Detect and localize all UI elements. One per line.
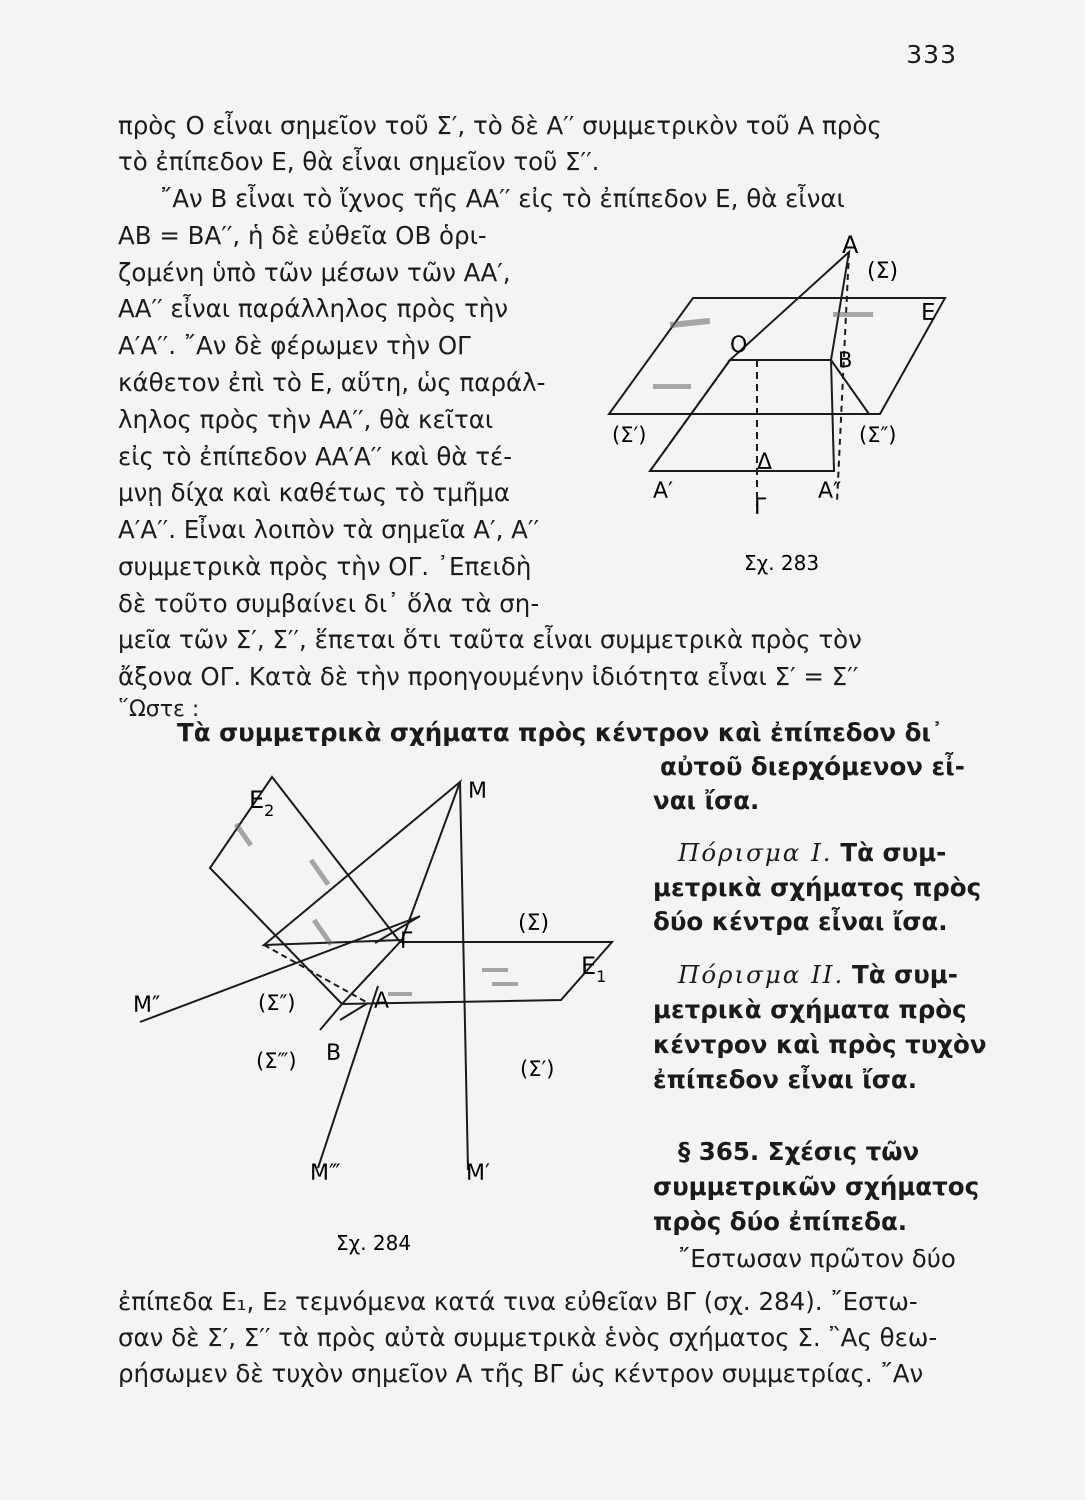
porisma2-line: μετρικὰ σχήματα πρὸς bbox=[653, 995, 967, 1024]
porisma2-line bbox=[678, 960, 958, 990]
text-line: τὸ ἐπίπεδον Ε, θὰ εἶναι σημεῖον τοῦ Σ′′. bbox=[118, 147, 600, 176]
text-line: ῞Ωστε : bbox=[118, 697, 200, 722]
fig283-label-delta: Δ bbox=[757, 450, 773, 475]
fig283-label-a-double-prime: Α″ bbox=[818, 479, 842, 504]
fig283-label-sigma: (Σ) bbox=[867, 259, 899, 284]
fig284-label-a: Α bbox=[374, 989, 390, 1014]
porisma2-label: Πόρισμα ΙΙ. bbox=[678, 960, 845, 989]
page-number: 333 bbox=[906, 40, 957, 69]
fig284-caption: Σχ. 284 bbox=[336, 1231, 412, 1255]
text-line: ΑΒ = ΒΑ′′, ἡ δὲ εὐθεῖα ΟΒ ὁρι- bbox=[118, 221, 487, 250]
fig283-caption: Σχ. 283 bbox=[744, 551, 820, 575]
figure-283 bbox=[575, 220, 995, 580]
triangle-sigma-double-prime bbox=[765, 360, 834, 471]
fig283-label-a-prime: Α′ bbox=[653, 479, 674, 504]
text-line: ἐπίπεδα Ε₁, Ε₂ τεμνόμενα κατά τινα εὐθεῖαν ΒΓ (σχ. 284). ῎Εστω- bbox=[118, 1287, 918, 1316]
theorem-line: Τὰ συμμετρικὰ σχήματα πρὸς κέντρον καὶ ἐπίπεδον δι᾿ bbox=[177, 718, 944, 747]
fig284-label-sigma-prime: (Σ′) bbox=[520, 1057, 555, 1081]
fig284-label-m: Μ bbox=[468, 779, 487, 804]
fig283-label-b: Β bbox=[838, 348, 853, 372]
text-line: σαν δὲ Σ′, Σ′′ τὰ πρὸς αὐτὰ συμμετρικὰ ἑνὸς σχήματος Σ. ῍Ας θεω- bbox=[118, 1323, 938, 1352]
fig283-label-o: Ο bbox=[730, 333, 748, 358]
fig284-label-sigma-double-prime: (Σ″) bbox=[258, 991, 296, 1015]
fig283-label-sigma-double-prime: (Σ″) bbox=[859, 423, 897, 447]
fig284-label-b: Β bbox=[326, 1041, 342, 1066]
text-line: ῎Αν Β εἶναι τὸ ἴχνος τῆς ΑΑ′′ εἰς τὸ ἐπίπεδον Ε, θὰ εἶναι bbox=[160, 184, 845, 213]
text-line: Α′Α′′. Εἶναι λοιπὸν τὰ σημεῖα Α′, Α′′ bbox=[118, 515, 540, 544]
theorem-line: ναι ἴσα. bbox=[653, 786, 760, 815]
triangle-sigma bbox=[264, 782, 460, 945]
text-line: μνῃ δίχα καὶ καθέτως τὸ τμῆμα bbox=[118, 478, 511, 507]
fig284-label-e1-letter: Ε bbox=[581, 952, 597, 980]
section-heading: συμμετρικῶν σχήματος bbox=[653, 1172, 980, 1201]
porisma2-line: κέντρον καὶ πρὸς τυχὸν bbox=[653, 1030, 987, 1059]
text-line: δὲ τοῦτο συμβαίνει δι᾿ ὅλα τὰ ση- bbox=[118, 589, 540, 618]
fig283-label-a: Α bbox=[842, 231, 859, 259]
line-m-triple-prime bbox=[318, 986, 378, 1168]
fig284-label-sigma-triple-prime: (Σ‴) bbox=[256, 1049, 297, 1073]
text-line: πρὸς Ο εἶναι σημεῖον τοῦ Σ′, τὸ δὲ Α′′ συμμετρικὸν τοῦ Α πρὸς bbox=[118, 111, 882, 140]
theorem-line: αὐτοῦ διερχόμενον εἶ- bbox=[660, 752, 965, 781]
plane-e bbox=[609, 298, 945, 414]
fig284-label-e2-subscript: 2 bbox=[264, 801, 275, 820]
triangle-sigma-prime bbox=[650, 360, 765, 471]
figure-284 bbox=[120, 760, 620, 1260]
fig284-label-e1 bbox=[581, 952, 606, 986]
text-line: συμμετρικὰ πρὸς τὴν ΟΓ. ᾿Επειδὴ bbox=[118, 552, 532, 581]
line-m-mprime bbox=[460, 782, 468, 1170]
text-line: κάθετον ἐπὶ τὸ Ε, αὕτη, ὡς παράλ- bbox=[118, 368, 546, 397]
fig284-label-sigma: (Σ) bbox=[518, 911, 550, 936]
fig284-label-e1-subscript: 1 bbox=[596, 967, 607, 986]
fig284-label-m-triple-prime: Μ‴ bbox=[310, 1161, 341, 1186]
porisma1-line: δύο κέντρα εἶναι ἴσα. bbox=[653, 907, 948, 936]
triangle-sigma bbox=[730, 252, 849, 360]
fig283-label-gamma: Γ bbox=[754, 495, 767, 520]
text-line: εἰς τὸ ἐπίπεδον ΑΑ′Α′′ καὶ θὰ τέ- bbox=[118, 442, 513, 471]
text-line: Α′Α′′. ῎Αν δὲ φέρωμεν τὴν ΟΓ bbox=[118, 331, 471, 360]
text-line: ζομένη ὑπὸ τῶν μέσων τῶν ΑΑ′, bbox=[118, 258, 511, 287]
fig284-label-e2-letter: Ε bbox=[249, 786, 265, 814]
porisma1-line: μετρικὰ σχήματος πρὸς bbox=[653, 873, 982, 902]
text-line: μεῖα τῶν Σ′, Σ′′, ἕπεται ὅτι ταῦτα εἶναι συμμετρικὰ πρὸς τὸν bbox=[118, 625, 862, 654]
porisma2-line: ἐπίπεδον εἶναι ἴσα. bbox=[653, 1065, 918, 1094]
text-line: ῎Εστωσαν πρῶτον δύο bbox=[678, 1244, 956, 1273]
plane-e2 bbox=[210, 777, 400, 1004]
porisma1-label: Πόρισμα Ι. bbox=[678, 838, 833, 867]
text-line: ἄξονα ΟΓ. Κατὰ δὲ τὴν προηγουμένην ἰδιότητα εἶναι Σ′ = Σ′′ bbox=[118, 662, 859, 691]
fig283-label-e: Ε bbox=[921, 300, 936, 326]
text-line: ρήσωμεν δὲ τυχὸν σημεῖον Α τῆς ΒΓ ὡς κέντρον συμμετρίας. ῎Αν bbox=[118, 1359, 924, 1388]
porisma1-rest: Τὰ συμ- bbox=[840, 838, 947, 867]
section-heading: πρὸς δύο ἐπίπεδα. bbox=[653, 1207, 908, 1236]
text-line: ΑΑ′′ εἶναι παράλληλος πρὸς τὴν bbox=[118, 294, 509, 323]
porisma1-line bbox=[678, 838, 946, 868]
fig284-label-e2 bbox=[249, 786, 274, 820]
fig284-label-m-prime: Μ′ bbox=[466, 1161, 490, 1186]
porisma2-rest: Τὰ συμ- bbox=[852, 960, 958, 989]
fig284-label-gamma: Γ bbox=[400, 929, 413, 954]
fig284-label-m-double-prime: Μ″ bbox=[133, 993, 161, 1018]
fig283-label-sigma-prime: (Σ′) bbox=[612, 423, 647, 447]
text-line: ληλος πρὸς τὴν ΑΑ′′, θὰ κεῖται bbox=[118, 405, 494, 434]
section-heading: § 365. Σχέσις τῶν bbox=[678, 1137, 920, 1166]
